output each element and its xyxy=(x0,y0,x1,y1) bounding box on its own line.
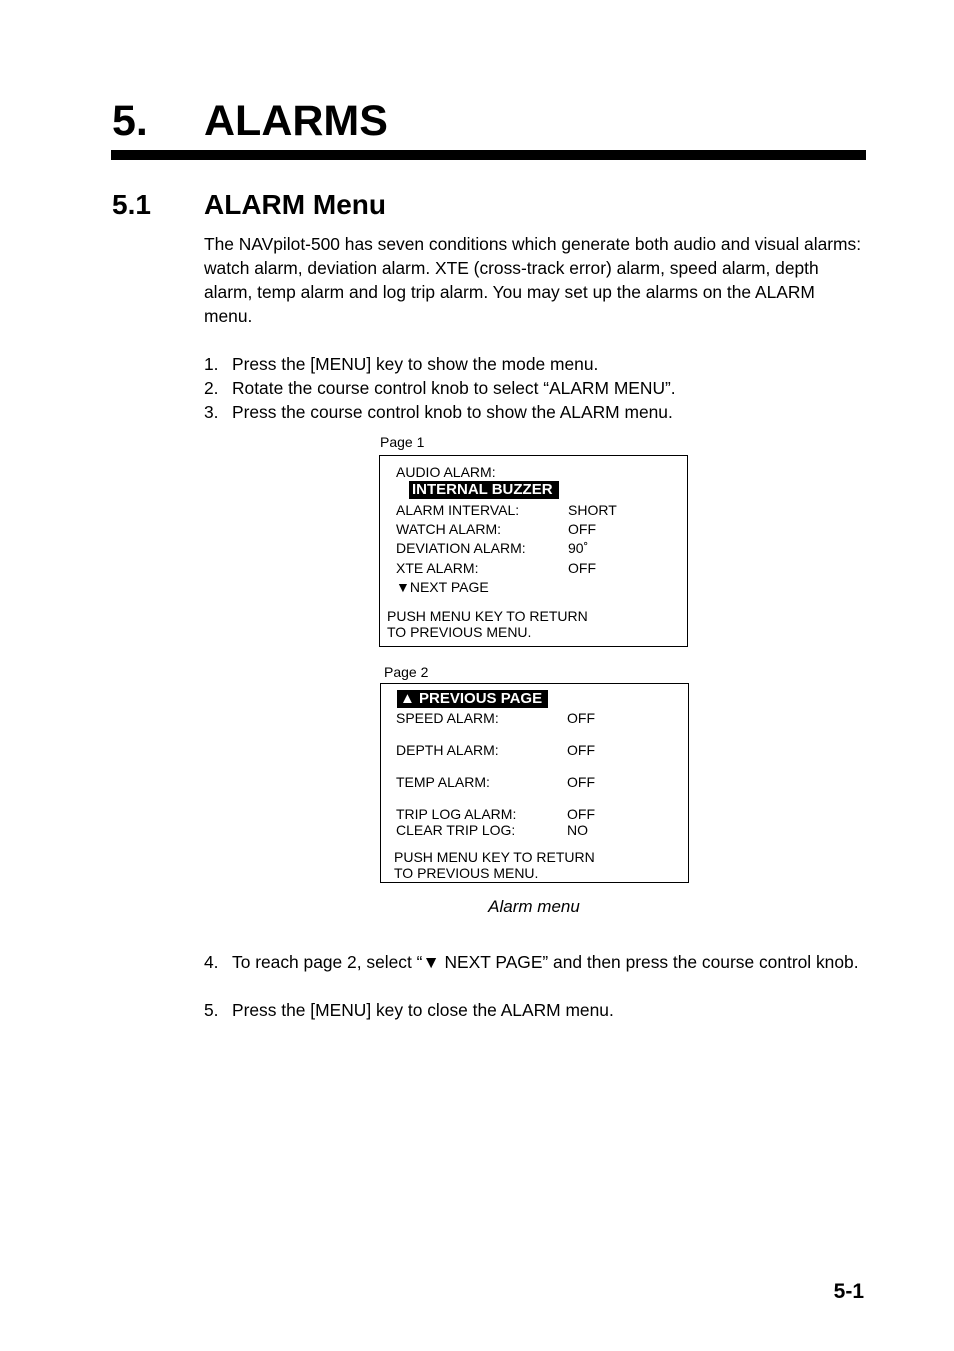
step-text: Press the [MENU] key to close the ALARM menu. xyxy=(232,1000,614,1020)
internal-buzzer-selected: INTERNAL BUZZER xyxy=(409,481,559,499)
alarm-interval-value: SHORT xyxy=(568,502,617,518)
page2-label: Page 2 xyxy=(384,664,429,680)
trip-log-alarm-value: OFF xyxy=(567,806,595,822)
xte-alarm-label: XTE ALARM: xyxy=(396,560,479,576)
step-text: Rotate the course control knob to select “ALARM MENU”. xyxy=(232,378,676,398)
page1-label: Page 1 xyxy=(380,434,425,450)
depth-alarm-value: OFF xyxy=(567,742,595,758)
chapter-title: ALARMS xyxy=(204,97,388,145)
deviation-alarm-label: DEVIATION ALARM: xyxy=(396,540,526,556)
deviation-alarm-value: 90˚ xyxy=(568,540,589,556)
previous-page-selected: ▲ PREVIOUS PAGE xyxy=(397,690,548,708)
step-text: To reach page 2, select “▼ NEXT PAGE” and then press the course control knob. xyxy=(232,952,859,972)
step-number: 5. xyxy=(204,1000,219,1020)
section-title: ALARM Menu xyxy=(204,189,386,220)
depth-alarm-label: DEPTH ALARM: xyxy=(396,742,499,758)
watch-alarm-label: WATCH ALARM: xyxy=(396,521,502,537)
step-number: 2. xyxy=(204,378,219,398)
chapter-number: 5. xyxy=(112,97,148,145)
step-number: 1. xyxy=(204,354,219,374)
speed-alarm-label: SPEED ALARM: xyxy=(396,710,499,726)
alarm-interval-label: ALARM INTERVAL: xyxy=(396,502,520,518)
temp-alarm-label: TEMP ALARM: xyxy=(396,774,490,790)
watch-alarm-value: OFF xyxy=(568,521,596,537)
step-2 xyxy=(204,376,868,400)
figure-caption: Alarm menu xyxy=(488,897,580,916)
page1-footer-line1: PUSH MENU KEY TO RETURN xyxy=(387,608,588,624)
step-4 xyxy=(204,950,868,974)
next-page-item: ▼NEXT PAGE xyxy=(396,579,489,595)
step-3 xyxy=(204,400,868,424)
section-number: 5.1 xyxy=(112,189,151,220)
temp-alarm-value: OFF xyxy=(567,774,595,790)
step-text: Press the [MENU] key to show the mode menu. xyxy=(232,354,599,374)
page-number: 5-1 xyxy=(833,1280,864,1303)
step-1 xyxy=(204,352,868,376)
page2-footer-line1: PUSH MENU KEY TO RETURN xyxy=(394,849,595,865)
xte-alarm-value: OFF xyxy=(568,560,596,576)
step-number: 3. xyxy=(204,402,219,422)
intro-paragraph: The NAVpilot-500 has seven conditions which generate both audio and visual alarms: watch alarm, deviation alarm. XTE (cross-track error) alarm, speed alarm, depth alarm, temp alarm and log trip alarm. You may set up the alarms on the ALARM menu. xyxy=(204,234,862,326)
audio-alarm-label: AUDIO ALARM: xyxy=(396,464,496,480)
chapter-rule xyxy=(111,150,866,160)
step-number: 4. xyxy=(204,952,219,972)
speed-alarm-value: OFF xyxy=(567,710,595,726)
clear-trip-log-value: NO xyxy=(567,822,588,838)
clear-trip-log-label: CLEAR TRIP LOG: xyxy=(396,822,516,838)
trip-log-alarm-label: TRIP LOG ALARM: xyxy=(396,806,517,822)
step-text: Press the course control knob to show the ALARM menu. xyxy=(232,402,673,422)
page1-footer-line2: TO PREVIOUS MENU. xyxy=(387,624,532,640)
page2-footer-line2: TO PREVIOUS MENU. xyxy=(394,865,539,881)
step-5 xyxy=(204,998,868,1022)
